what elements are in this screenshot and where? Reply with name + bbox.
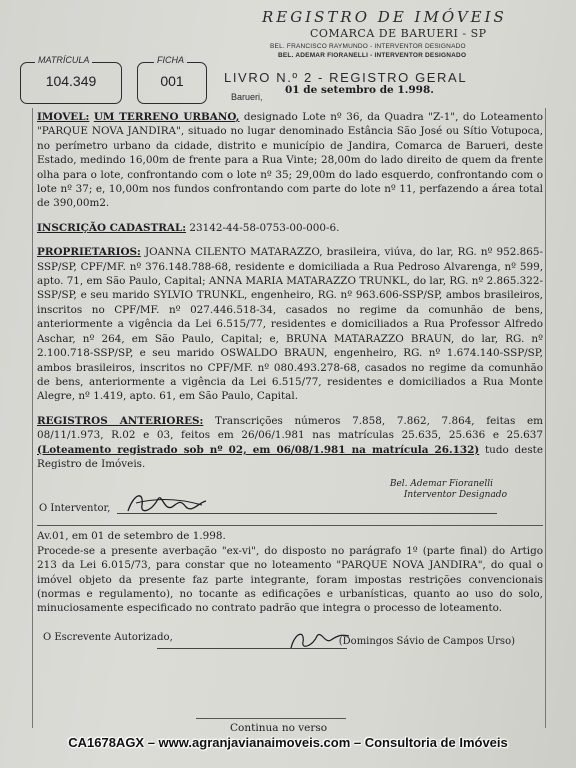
proprietarios-paragraph bbox=[37, 245, 543, 403]
registros-paragraph bbox=[37, 414, 543, 472]
inscricao-value: 23142-44-58-0753-00-000-6. bbox=[186, 221, 340, 234]
livro-heading: LIVRO N.º 2 - REGISTRO GERAL bbox=[224, 70, 468, 85]
averbacao-text: Procede-se a presente averbação "ex-vi", do disposto no parágrafo 1º (parte final) do Artigo 213 da Lei 6.015/73, para constar que no loteamento "PARQUE NOVA JANDIRA", do qual o imóvel objeto da presente faz parte integrante, foram impostas restrições convencionais (normas e regulamento), no tocante as edificações e urbanísticas, quanto ao uso do solo, minuciosamente especificado no contrato padrão que integra o processo de loteamento. bbox=[37, 544, 543, 615]
interventor-title: Interventor Designado bbox=[403, 490, 507, 501]
ficha-value: 001 bbox=[160, 73, 184, 89]
matricula-box bbox=[20, 55, 122, 104]
averbacao-heading: Av.01, em 01 de setembro de 1.998. bbox=[37, 530, 226, 543]
interventor-signature-block bbox=[37, 477, 543, 523]
interventor-name-block bbox=[390, 479, 507, 501]
registry-officer-2: BEL. ADEMAR FIORANELLI - INTERVENTOR DESIGNADO bbox=[278, 52, 467, 59]
registros-loteamento: (Loteamento registrado sob nº 02, em 06/08/1.981 na matrícula 26.132) bbox=[37, 443, 480, 456]
imovel-text: designado Lote nº 36, da Quadra "Z-1", do Loteamento "PARQUE NOVA JANDIRA", situado no lugar denominado Estância São José ou Sítio Votupoca, no perímetro urbano da cidade, distrito e município de Jandira, Comarca de Barueri, deste Estado, medindo 16,00m de frente para a Rua Vinte; 28,00m do lado direito de quem da frente olha para o lote, confrontando com o lote nº 35; 29,00m do lado esquerdo, confrontando com o lote nº 37; e, 10,00m nos fundos confrontando com parte do lote nº 11, perfazendo a área total de 390,00m2. bbox=[37, 111, 544, 210]
imovel-type: UM TERRENO URBANO, bbox=[93, 111, 240, 123]
continua-line bbox=[196, 718, 346, 719]
imovel-paragraph bbox=[37, 110, 543, 211]
watermark-footer: CA1678AGX – www.agranjavianaimoveis.com – Consultoria de Imóveis bbox=[68, 735, 508, 750]
interventor-name: Bel. Ademar Fioranelli bbox=[389, 479, 494, 490]
registry-subtitle: COMARCA DE BARUERI - SP bbox=[310, 27, 487, 40]
registros-text-1: Transcrições números 7.858, 7.862, 7.864, feitas em 08/11/1.973, R.02 e 03, feitos em 26/06/1.981 nas matrículas 25.635, 25.636 e 25.637 bbox=[37, 414, 543, 442]
proprietarios-text: JOANNA CILENTO MATARAZZO, brasileira, viúva, do lar, RG. nº 952.865-SSP/SP, CPF/MF. nº 376.148.788-68, residente e domiciliada a Rua Pedroso Alvarenga, nº 599, apto. 71, em São Paulo, Capital; ANNA MARIA MATARAZZO TRUNKL, do lar, RG. nº 2.865.322-SSP/SP, e seu marido SYLVIO TRUNKL, engenheiro, RG. nº 963.606-SSP/SP, ambos brasileiros, inscritos no CPF/MF. nº 027.446.518-34, casados no regime da comunhão de bens, anteriormente a vigência da Lei 6.515/77, residentes e domiciliados a Rua Professor Alfredo Aschar, nº 264, em São Paulo, Capital; e, BRUNA MATARAZZO BRAUN, do lar, RG. nº 2.100.718-SSP/SP, e seu marido OSWALDO BRAUN, engenheiro, RG. nº 1.674.140-SSP/SP, ambos brasileiros, inscritos no CPF/MF. nº 080.493.278-68, casados no regime da comunhão de bens, anteriormente a vigência da Lei 6.515/77, residentes e domiciliados a Rua Monte Alegre, nº 1.419, apto. 61, em São Paulo, Capital. bbox=[37, 246, 543, 403]
proprietarios-label: PROPRIETARIOS: bbox=[37, 246, 141, 259]
registros-text-2: tudo deste Registro de Imóveis. bbox=[37, 443, 543, 470]
escrevente-label: O Escrevente Autorizado, bbox=[43, 631, 173, 643]
registry-officer-1: BEL. FRANCISCO RAYMUNDO - INTERVENTOR DESIGNADO bbox=[270, 43, 466, 50]
registry-title: REGISTRO DE IMÓVEIS bbox=[262, 8, 507, 26]
record-content bbox=[32, 108, 546, 728]
registry-date: 01 de setembro de 1.998. bbox=[285, 84, 434, 96]
section-divider bbox=[37, 525, 543, 526]
imovel-label: IMOVEL: bbox=[37, 111, 90, 123]
matricula-value: 104.349 bbox=[45, 73, 97, 89]
registros-label: REGISTROS ANTERIORES: bbox=[37, 414, 204, 427]
city-label: Barueri, bbox=[231, 92, 263, 102]
escrevente-signature-line bbox=[157, 648, 347, 649]
interventor-signature-icon bbox=[122, 485, 212, 521]
continua-note: Continua no verso bbox=[230, 722, 328, 734]
escrevente-signature-block bbox=[37, 626, 543, 654]
inscricao-label: INSCRIÇÃO CADASTRAL: bbox=[37, 221, 187, 234]
interventor-label: O Interventor, bbox=[39, 503, 111, 515]
ficha-label: FICHA bbox=[154, 55, 187, 65]
interventor-signature-line bbox=[117, 513, 497, 514]
escrevente-name: (Domingos Sávio de Campos Urso) bbox=[338, 635, 515, 647]
inscricao-paragraph bbox=[37, 221, 543, 235]
ficha-box bbox=[137, 55, 207, 104]
matricula-label: MATRÍCULA bbox=[35, 55, 92, 65]
